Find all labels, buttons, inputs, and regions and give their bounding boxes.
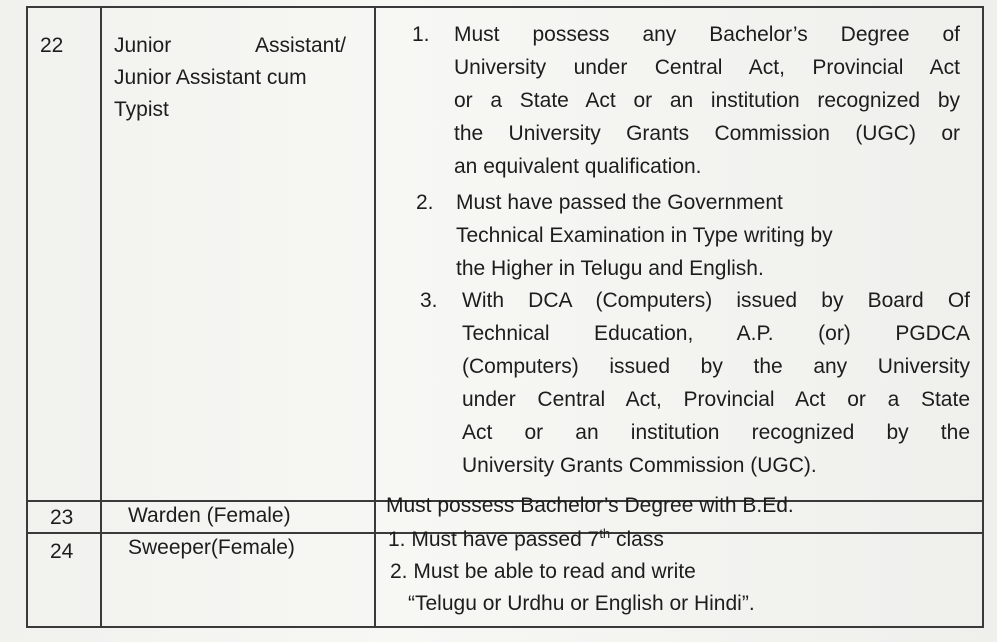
qualification-22-1 — [412, 18, 960, 183]
qualification-line: Technical Education, A.P. (or) PGDCA — [462, 322, 970, 345]
qualification-line: Must possess any Bachelor’s Degree of — [454, 23, 960, 46]
serial-number-22: 22 — [40, 34, 64, 57]
qualification-23: Must possess Bachelor’s Degree with B.Ed. — [386, 494, 794, 517]
post-name-24: Sweeper(Female) — [128, 536, 295, 559]
qualification-number: 1. — [388, 528, 406, 551]
serial-number-24: 24 — [50, 540, 74, 563]
qualification-line: under Central Act, Provincial Act or a State — [462, 388, 970, 411]
column-divider-1 — [100, 6, 102, 628]
qualification-line: the Higher in Telugu and English. — [456, 257, 764, 280]
post-name-23: Warden (Female) — [128, 504, 291, 527]
qualification-line: Must be able to read and write — [413, 560, 696, 583]
qualification-number: 2. — [416, 191, 434, 214]
qualification-24-1 — [388, 524, 664, 556]
post-line-1: Junior Assistant/ — [114, 34, 346, 57]
qualification-line: With DCA (Computers) issued by Board Of — [462, 289, 970, 312]
qualification-22-2 — [416, 186, 876, 285]
qualification-text: Must have passed 7 — [411, 528, 600, 551]
qualification-number: 3. — [420, 289, 438, 312]
qualification-line: (Computers) issued by the any University — [462, 355, 970, 378]
qualification-number: 1. — [412, 23, 430, 46]
qualification-number: 2. — [390, 560, 408, 583]
qualification-text-end: class — [610, 528, 664, 551]
qualification-line: Technical Examination in Type writing by — [456, 224, 833, 247]
column-divider-2 — [374, 6, 376, 628]
ordinal-suffix: th — [599, 526, 611, 541]
serial-number-23: 23 — [50, 506, 74, 529]
qualification-22-3 — [420, 284, 970, 482]
qualification-line: an equivalent qualification. — [454, 155, 702, 178]
qualification-line: Act or an institution recognized by the — [462, 421, 970, 444]
post-line-2: Junior Assistant cum — [114, 66, 307, 89]
qualification-line: or a State Act or an institution recognized by — [454, 89, 960, 112]
qualification-line: University Grants Commission (UGC). — [462, 454, 817, 477]
qualification-line: Must have passed the Government — [456, 191, 783, 214]
qualification-24-2 — [390, 556, 696, 588]
qualification-line: University under Central Act, Provincial Act — [454, 56, 960, 79]
post-line-3: Typist — [114, 98, 169, 121]
qualification-24-2-cont: “Telugu or Urdhu or English or Hindi”. — [408, 592, 755, 615]
qualification-line: the University Grants Commission (UGC) or — [454, 122, 960, 145]
post-name-22 — [114, 30, 346, 126]
